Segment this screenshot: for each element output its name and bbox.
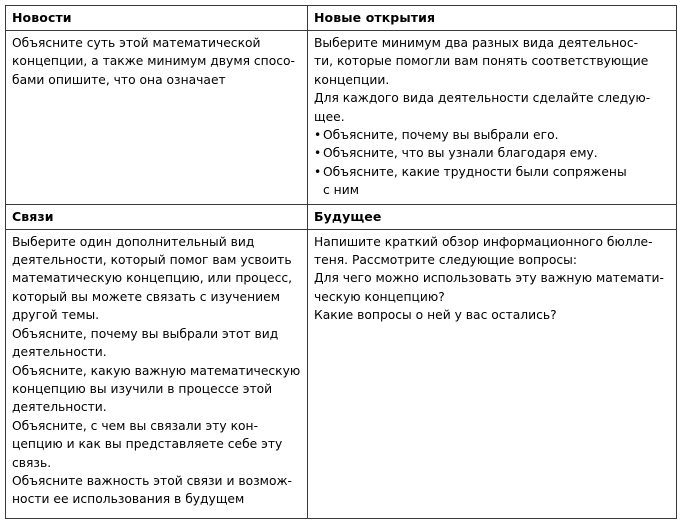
quadrant-body-connections: [6, 230, 307, 513]
table-row: [6, 229, 677, 518]
quadrant-body-news-cell: [6, 31, 308, 205]
bullet-text: Объясните, почему вы выбрали его.: [323, 128, 559, 143]
quadrant-header-news-cell: [6, 6, 308, 31]
text-line: цепцию и как вы представляете себе эту: [12, 437, 283, 452]
quadrant-header-discoveries-cell: [308, 6, 677, 31]
quadrant-header-connections-cell: [6, 204, 308, 229]
text-line: Объясните, какую важную математическую: [12, 363, 301, 378]
text-line: ческую концепцию?: [314, 289, 445, 304]
table-row: [6, 204, 677, 229]
quadrant-header-future: Будущее: [314, 208, 382, 224]
text-line: деятельности, который помог вам усвоить: [12, 253, 292, 268]
quadrant-header-future-cell: [308, 204, 677, 229]
text-line: связь.: [12, 455, 52, 470]
text-line: ти, которые помогли вам понять соответствующие: [314, 54, 649, 69]
text-line: концепции.: [314, 72, 390, 87]
text-line: Для чего можно использовать эту важную математи-: [314, 271, 664, 286]
quadrant-body-discoveries-cell: [308, 31, 677, 205]
text-line: Объясните, почему вы выбрали этот вид: [12, 326, 279, 341]
text-line: Объясните суть этой математической: [12, 36, 261, 50]
text-line: теня. Рассмотрите следующие вопросы:: [314, 253, 577, 268]
text-line: Объясните важность этой связи и возмож-: [12, 473, 292, 488]
table-row: [6, 31, 677, 205]
text-line: Выберите один дополнительный вид: [12, 234, 255, 249]
text-line: Какие вопросы о ней у вас остались?: [314, 308, 557, 323]
text-line: другой темы.: [12, 308, 100, 323]
bullet-item: [314, 163, 671, 181]
text-line: концепции, а также минимум двумя спосо-: [12, 54, 295, 69]
bullet-text: Объясните, какие трудности были сопряжены: [323, 164, 627, 179]
text-line: Для каждого вида деятельности сделайте следую-: [314, 91, 651, 106]
text-line: Напишите краткий обзор информационного бюлле-: [314, 234, 653, 249]
table-row: [6, 6, 677, 31]
bullet-text-continuation: с ним: [323, 183, 359, 198]
bullet-item: [314, 126, 671, 144]
bullet-icon: •: [314, 164, 322, 179]
quadrant-body-discoveries: [308, 31, 676, 204]
bullet-icon: •: [314, 146, 322, 161]
bullet-icon: •: [314, 128, 322, 143]
bullet-item: [314, 144, 671, 162]
quadrant-body-future-cell: [308, 229, 677, 518]
text-line: ности ее использования в будущем: [12, 492, 245, 507]
text-line: Объясните, с чем вы связали эту кон-: [12, 418, 259, 433]
text-line: щее.: [314, 109, 345, 124]
quadrant-body-connections-cell: [6, 229, 308, 518]
quadrant-header-connections: Связи: [12, 208, 54, 224]
text-line: деятельности.: [12, 400, 107, 415]
quadrant-header-news: Новости: [12, 10, 72, 25]
text-line: концепцию вы изучили в процессе этой: [12, 381, 273, 396]
text-line: Выберите минимум два разных вида деятельнос-: [314, 36, 639, 50]
quadrant-body-news: [6, 31, 307, 93]
text-line: бами опишите, что она означает: [12, 72, 226, 87]
quadrant-header-discoveries: Новые открытия: [314, 10, 436, 25]
four-quadrant-table: [5, 5, 677, 519]
text-line: математическую концепцию, или процесс,: [12, 271, 293, 286]
bullet-text: Объясните, что вы узнали благодаря ему.: [323, 146, 598, 161]
quadrant-body-future: [308, 230, 676, 329]
text-line: который вы можете связать с изучением: [12, 289, 280, 304]
text-line: деятельности.: [12, 345, 107, 360]
